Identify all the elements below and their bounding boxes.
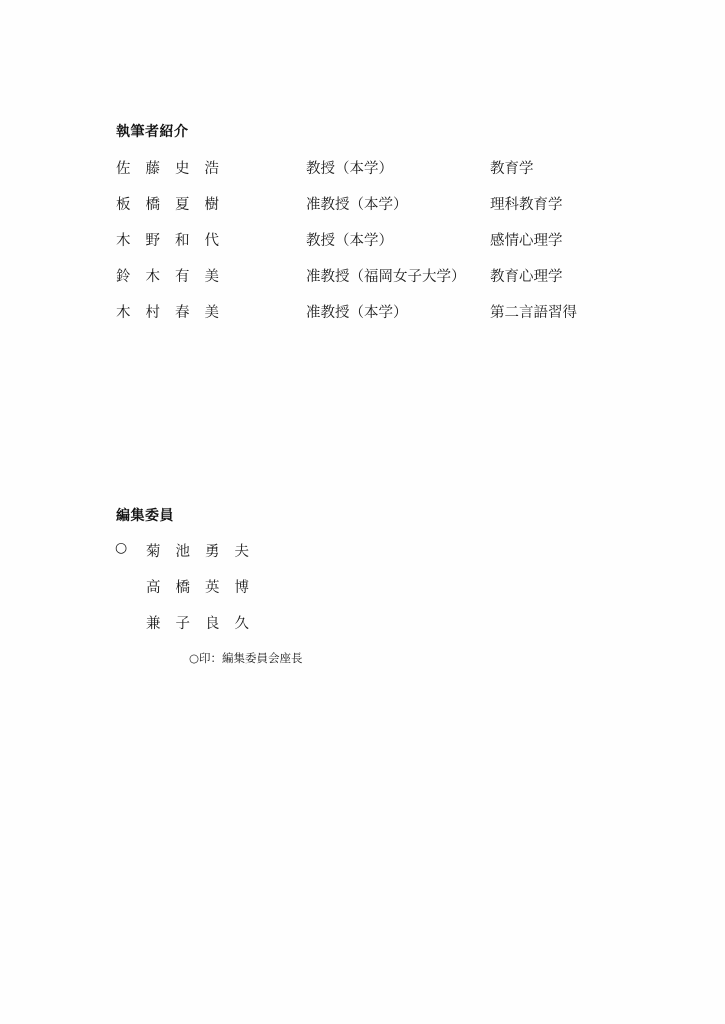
author-position: 教授（本学） (306, 161, 393, 177)
author-name: 佐藤史浩 (116, 161, 234, 177)
author-field: 第二言語習得 (490, 305, 577, 321)
author-position: 教授（本学） (306, 233, 393, 249)
author-field: 教育学 (490, 161, 534, 177)
editors-heading: 編集委員 (116, 508, 174, 524)
author-field: 教育心理学 (490, 269, 563, 285)
author-position: 准教授（本学） (306, 305, 408, 321)
editor-name: 菊池勇夫 (146, 544, 264, 560)
author-name: 木村春美 (116, 305, 234, 321)
editor-name: 高橋英博 (146, 580, 264, 596)
author-position: 准教授（本学） (306, 197, 408, 213)
author-name: 鈴木有美 (116, 269, 234, 285)
chair-mark: ○ (115, 540, 128, 556)
editor-name: 兼子良久 (146, 616, 264, 632)
author-field: 感情心理学 (490, 233, 563, 249)
author-name: 木野和代 (116, 233, 234, 249)
author-position: 准教授（福岡女子大学） (306, 269, 466, 285)
author-name: 板橋夏樹 (116, 197, 234, 213)
authors-heading: 執筆者紹介 (116, 124, 189, 140)
author-field: 理科教育学 (490, 197, 563, 213)
chair-note: ○印：編集委員会座長 (189, 651, 303, 665)
